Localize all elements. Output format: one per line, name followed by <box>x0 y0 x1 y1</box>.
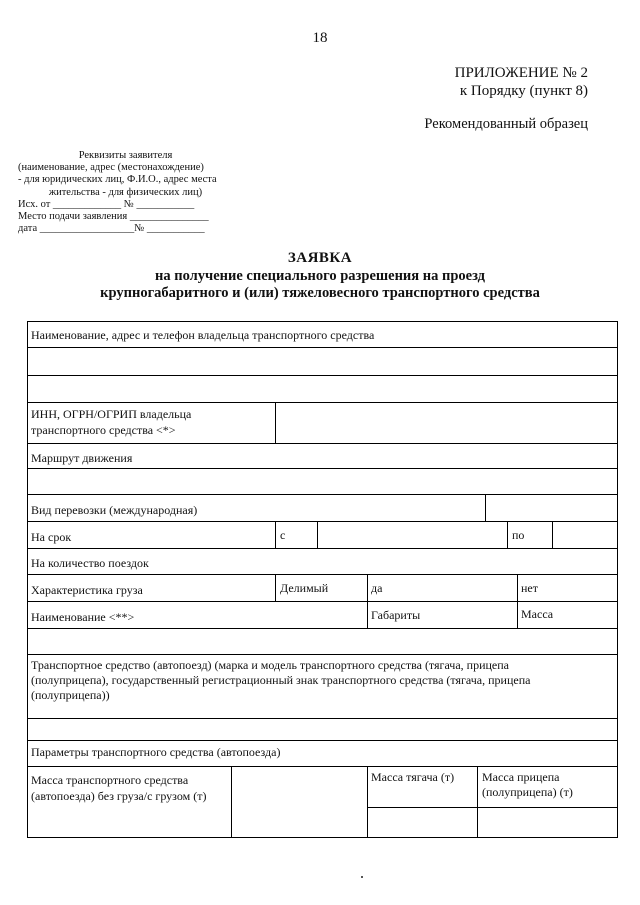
row-divider <box>28 654 617 655</box>
row-divider <box>367 807 617 808</box>
row-divider <box>28 740 617 741</box>
term-from-label: с <box>280 528 286 542</box>
sample-label: Рекомендованный образец <box>424 116 588 132</box>
submission-place-line: Место подачи заявления _______________ <box>18 211 209 223</box>
mass-label: Масса <box>521 607 554 621</box>
yes-label: да <box>371 581 383 595</box>
divisible-label: Делимый <box>280 581 329 595</box>
route-label: Маршрут движения <box>31 451 133 465</box>
appendix-title: ПРИЛОЖЕНИЕ № 2 <box>454 65 588 81</box>
row-divider <box>28 494 617 495</box>
applicant-requisites <box>18 150 233 235</box>
col-divider <box>317 521 318 548</box>
title-line-3: крупногабаритного и (или) тяжеловесного транспортного средства <box>100 285 540 301</box>
col-divider <box>517 574 518 628</box>
col-divider <box>507 521 508 548</box>
requisites-line-1: (наименование, адрес (местонахождение) <box>18 162 204 174</box>
form-title <box>0 250 640 303</box>
title-line-2: на получение специального разрешения на проезд <box>155 267 485 284</box>
appendix-subtitle: к Порядку (пункт 8) <box>459 83 588 99</box>
row-divider <box>28 443 617 444</box>
dimensions-label: Габариты <box>371 608 421 622</box>
row-divider <box>28 375 617 376</box>
row-divider <box>28 766 617 767</box>
col-divider <box>552 521 553 548</box>
row-divider <box>28 402 617 403</box>
row-divider <box>28 628 617 629</box>
no-label: нет <box>521 581 538 595</box>
scan-speck <box>361 876 363 878</box>
row-divider <box>28 468 617 469</box>
col-divider <box>485 494 486 521</box>
col-divider <box>367 574 368 628</box>
col-divider <box>477 766 478 837</box>
title-main: ЗАЯВКА <box>287 250 353 266</box>
vehicle-params-label: Параметры транспортного средства (автопоезда) <box>31 745 281 759</box>
application-form-table <box>27 321 618 838</box>
vehicle-mass-label-1: Масса транспортного средства <box>31 773 189 787</box>
vehicle-mass-label-2: (автопоезда) без груза/с грузом (т) <box>31 789 207 803</box>
date-line: дата __________________№ ___________ <box>18 223 205 235</box>
requisites-heading: Реквизиты заявителя <box>78 150 173 161</box>
requisites-line-3: жительства - для физических лиц) <box>48 186 203 198</box>
cargo-characteristics-label: Характеристика груза <box>31 583 143 597</box>
inn-label-line-2: транспортного средства <*> <box>31 423 176 437</box>
row-divider <box>28 601 617 602</box>
col-divider <box>275 574 276 601</box>
row-divider <box>28 548 617 549</box>
row-divider <box>28 521 617 522</box>
cargo-name-label: Наименование <**> <box>31 610 135 624</box>
transport-type-label: Вид перевозки (международная) <box>31 503 198 517</box>
term-to-label: по <box>512 528 525 542</box>
appendix-header <box>455 64 588 100</box>
col-divider <box>275 521 276 548</box>
trips-label: На количество поездок <box>31 556 149 570</box>
outgoing-ref-line: Исх. от _____________ № ___________ <box>18 198 195 210</box>
row-divider <box>28 574 617 575</box>
col-divider <box>275 402 276 443</box>
page-number: 18 <box>312 30 328 46</box>
tractor-mass-label: Масса тягача (т) <box>371 770 455 784</box>
col-divider <box>367 766 368 837</box>
trailer-mass-label-2: (полуприцепа) (т) <box>482 785 573 799</box>
term-label: На срок <box>31 530 72 544</box>
inn-label-line-1: ИНН, ОГРН/ОГРИП владельца <box>31 407 192 421</box>
owner-label: Наименование, адрес и телефон владельца транспортного средства <box>31 328 375 342</box>
trailer-mass-label-1: Масса прицепа <box>482 770 560 784</box>
col-divider <box>231 766 232 837</box>
requisites-line-2: - для юридических лиц, Ф.И.О., адрес места <box>18 174 217 186</box>
row-divider <box>28 718 617 719</box>
vehicle-description-label: Транспортное средство (автопоезд) (марка и модель транспортного средства (тягача, прицепа (полуприцепа), государственный регистрационный знак транспортного средства (тягача, прицепа (полуприцепа)) <box>31 658 531 702</box>
row-divider <box>28 347 617 348</box>
